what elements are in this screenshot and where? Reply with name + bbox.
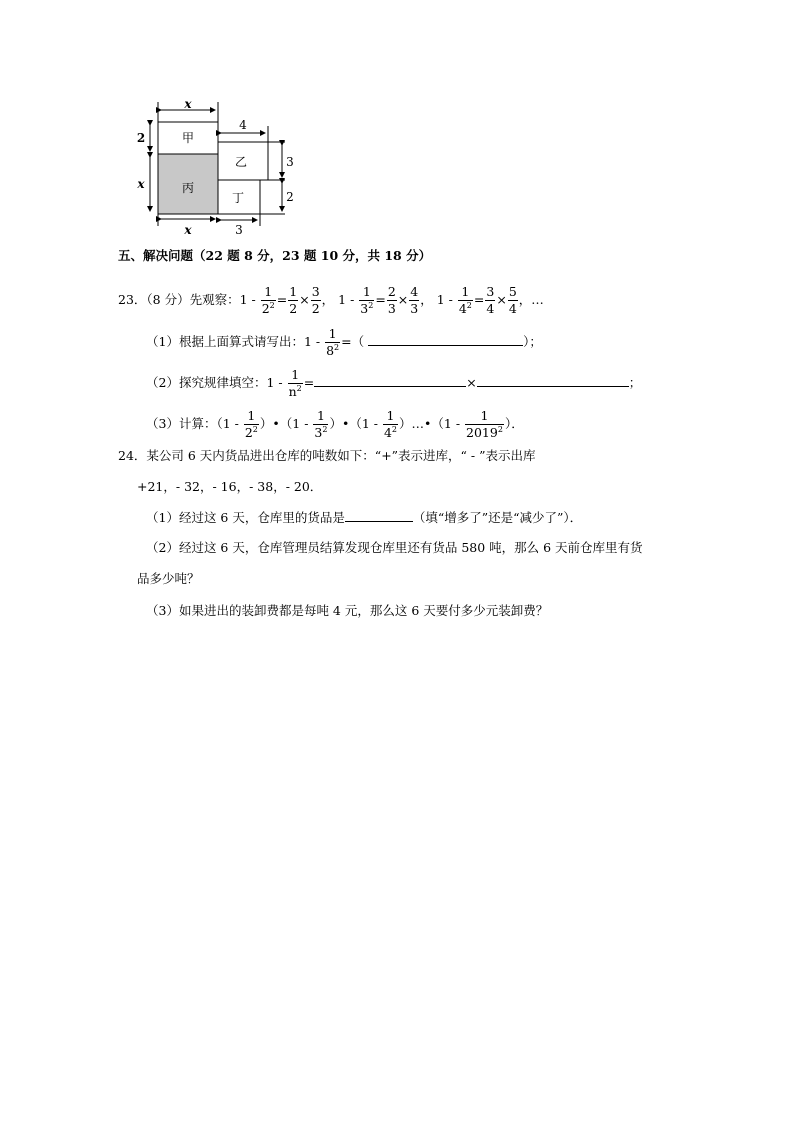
q23-part2: （2）探究规律填空：1 - $\frac{1}{n^2}$ = × ； [146,367,642,399]
label-jia: 甲 [181,131,195,145]
frac-1-2: $\frac{1}{2}$ [289,284,298,316]
q23-part3: （3）计算：（1 - $\frac{1}{2^2}$ ）•（1 - $\frac{1}{3^2}$ ）•（1 - $\frac{1}{4^2}$ ）…•（1 - $\frac{1}{2019^2}$ ）． [146,408,524,440]
q23-part1: （1）根据上面算式请写出：1 - $\frac{1}{8^2}$ =（ ）； [146,326,542,358]
label-4: 4 [239,118,247,132]
label-bottom-x: x [184,223,192,237]
label-ding: 丁 [231,191,245,205]
label-right-3: 3 [286,155,294,169]
frac-1-over-nsq: $\frac{1}{n^2}$ [288,367,302,399]
answer-blank-2a[interactable] [314,376,466,387]
frac-5-4: $\frac{5}{4}$ [508,284,517,316]
frac-1-over-3sq: $\frac{1}{3^2}$ [360,284,374,316]
q24-data: +21，- 32，- 16，- 38，- 20． [137,479,323,494]
q24-part3: （3）如果进出的装卸费都是每吨 4 元，那么这 6 天要付多少元装卸费？ [146,603,549,618]
label-left-2: 2 [136,131,146,145]
q24-part2-cont: 品多少吨？ [137,571,200,586]
q24-intro: 24．某公司 6 天内货品进出仓库的吨数如下：“+”表示进库，“ - ”表示出库 [118,448,536,463]
q23-intro: 23．（8 分）先观察：1 - $\frac{1}{2^2}$ = $\frac{1}{2}$ × $\frac{3}{2}$ ， 1 - $\frac{1}{3^2}$ = $\frac{2}{3}$ × $\frac{4}{3}$ ， 1 - $\frac{1}{4^2}$ = $\frac{3}{4}$ × $\frac{5}{4}$ ，… [118,284,544,316]
label-right-2: 2 [286,190,294,204]
frac-1-over-8sq: $\frac{1}{8^2}$ [326,326,340,358]
frac-1-over-4sq-b: $\frac{1}{4^2}$ [383,408,398,440]
frac-3-4: $\frac{3}{4}$ [486,284,495,316]
label-bing: 丙 [181,181,195,195]
frac-1-over-3sq-b: $\frac{1}{3^2}$ [314,408,328,440]
frac-1-over-2sq: $\frac{1}{2^2}$ [261,284,275,316]
label-top-x: x [184,98,192,111]
frac-1-over-4sq: $\frac{1}{4^2}$ [458,284,472,316]
geometry-figure [135,98,305,238]
frac-2-3: $\frac{2}{3}$ [387,284,396,316]
frac-3-2: $\frac{3}{2}$ [311,284,320,316]
q24-part1: （1）经过这 6 天，仓库里的货品是 （填“增多了”还是“减少了”）． [146,510,583,525]
frac-1-over-2019sq: $\frac{1}{2019^2}$ [466,408,503,440]
section-title: 五、解决问题（22 题 8 分，23 题 10 分，共 18 分） [118,248,432,263]
label-yi: 乙 [234,155,248,169]
q24-part2: （2）经过这 6 天，仓库管理员结算发现仓库里还有货品 580 吨，那么 6 天前仓库里有货 [146,540,643,555]
label-left-x: x [137,177,145,191]
answer-blank-1[interactable] [368,335,523,346]
frac-4-3: $\frac{4}{3}$ [410,284,419,316]
answer-blank-2b[interactable] [477,376,629,387]
frac-1-over-2sq-b: $\frac{1}{2^2}$ [244,408,258,440]
q23-intro-text: 23．（8 分）先观察：1 - [118,291,256,307]
answer-blank-3[interactable] [345,511,413,522]
label-bottom-3: 3 [235,223,243,237]
